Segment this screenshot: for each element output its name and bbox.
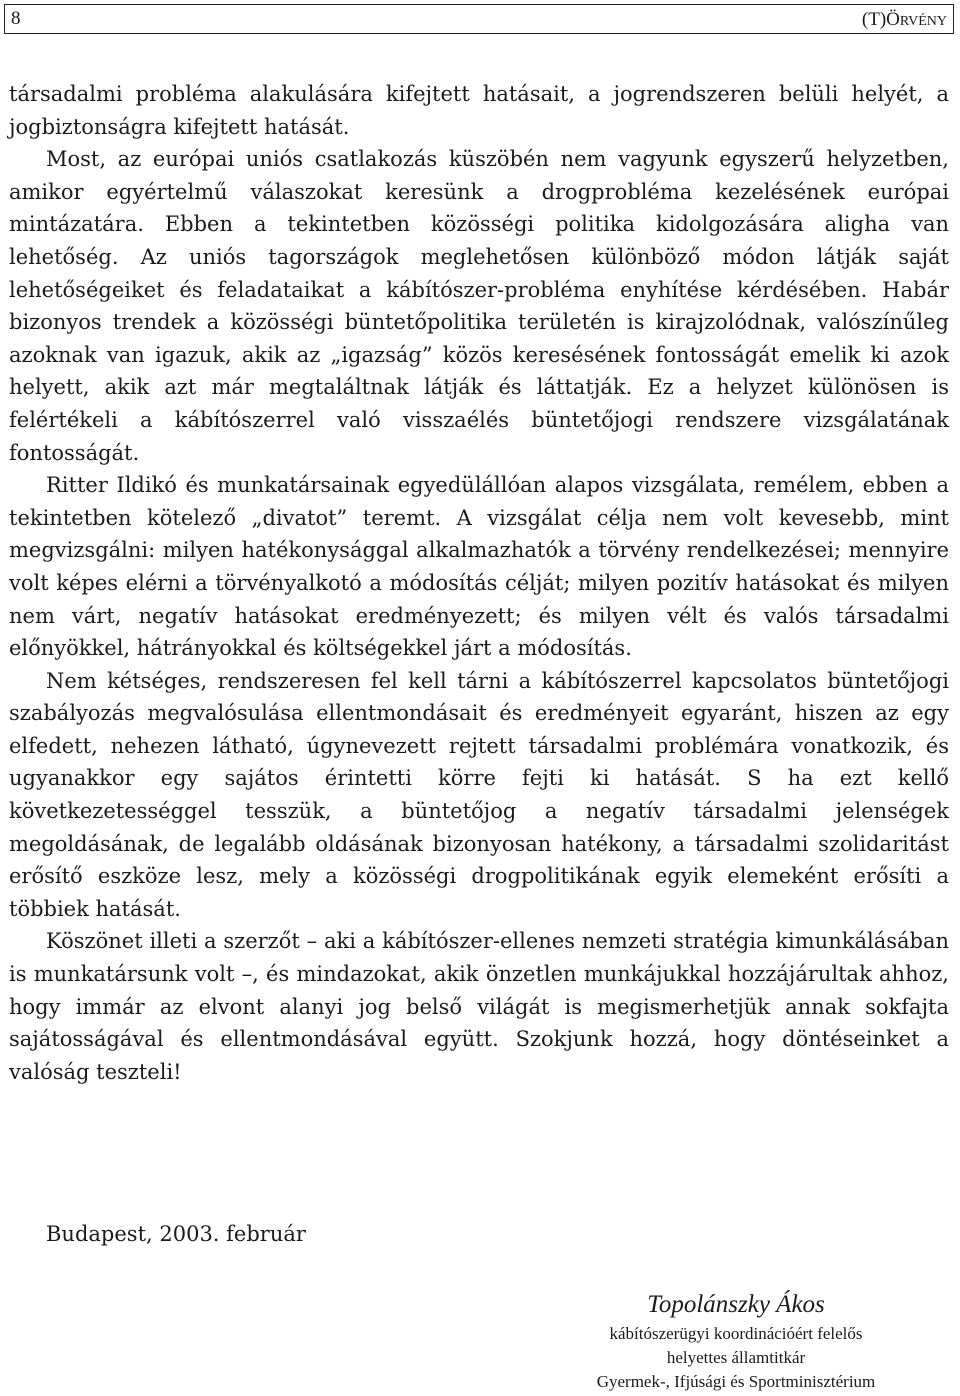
- paragraph: Nem kétséges, rendszeresen fel kell tárni a kábítószerrel kapcsolatos büntetőjogi szabályozás megvalósulása ellentmondásait és eredményeit egyaránt, hiszen az egy elfedett, nehezen látható, úgynevezett rejtett társadalmi problémára vonatkozik, és ugyanakkor egy sajátos érintetti körre fejti ki hatását. S ha ezt kellő következetességgel tesszük, a büntetőjog a negatív társadalmi jelenségek megoldásának, de legalább oldásának bizonyosan hatékony, a társadalmi szolidaritást erősítő eszköze lesz, mely a közösségi drogpolitikának egyik elemeként erősíti a többiek hatását.: [9, 668, 949, 921]
- paragraph-continued: társadalmi probléma alakulására kifejtett hatásait, a jogrendszeren belüli helyét, a jogbiztonságra kifejtett hatását.: [9, 82, 949, 139]
- author-title: kábítószerügyi koordinációért felelős: [609, 1324, 863, 1343]
- paragraph: Köszönet illeti a szerzőt – aki a kábítószer-ellenes nemzeti stratégia kimunkálásában is munkatársunk volt –, és mindazokat, akik önzetlen munkájukkal hozzájárultak ahhoz, hogy immár az elvont alanyi jog belső világát is megismerhetjük annak sokfajta sajátosságával és ellentmondásával együtt. Szokjunk hozzá, hogy döntéseinket a valóság teszteli!: [9, 929, 949, 1084]
- page-number: 8: [11, 8, 21, 29]
- author-name: Topolánszky Ákos: [647, 1291, 825, 1318]
- running-header: [4, 4, 954, 34]
- paragraph: Most, az európai uniós csatlakozás küszöbén nem vagyunk egyszerű helyzetben, amikor egyértelmű válaszokat keresünk a drogprobléma kezelésének európai mintázatára. Ebben a tekintetben közösségi politika kidolgozására aligha van lehetőség. Az uniós tagországok meglehetősen különböző módon látják saját lehetőségeiket és feladataikat a kábítószer-probléma enyhítése kérdésében. Habár bizonyos trendek a közösségi büntetőpolitika területén is kirajzolódnak, valószínűleg azoknak van igazuk, akik az „igazság” közös keresésének fontosságát emelik ki azok helyett, akik azt már megtaláltnak látják és láttatják. Ez a helyzet különösen is felértékeli a kábítószerrel való visszaélés büntetőjogi rendszere vizsgálatának fontosságát.: [9, 147, 949, 465]
- journal-title: [862, 9, 947, 31]
- author-ministry: Gyermek-, Ifjúsági és Sportminisztérium: [596, 1372, 876, 1391]
- article-body: [9, 78, 949, 1088]
- journal-title-prefix: (T)Ö: [861, 9, 900, 30]
- author-position: helyettes államtitkár: [666, 1348, 806, 1367]
- place-and-date: Budapest, 2003. február: [46, 1222, 306, 1246]
- journal-title-rest: RVÉNY: [899, 14, 947, 29]
- paragraph: Ritter Ildikó és munkatársainak egyedülállóan alapos vizsgálata, remélem, ebben a tekintetben kötelező „divatot” teremt. A vizsgálat célja nem volt kevesebb, mint megvizsgálni: milyen hatékonysággal alkalmazhatók a törvény rendelkezései; mennyire volt képes elérni a törvényalkotó a módosítás célját; milyen pozitív hatásokat és milyen nem várt, negatív hatásokat eredményezett; és milyen vélt és valós társadalmi előnyökkel, hátrányokkal és költségekkel járt a módosítás.: [9, 473, 949, 661]
- signature-block: [526, 1288, 946, 1394]
